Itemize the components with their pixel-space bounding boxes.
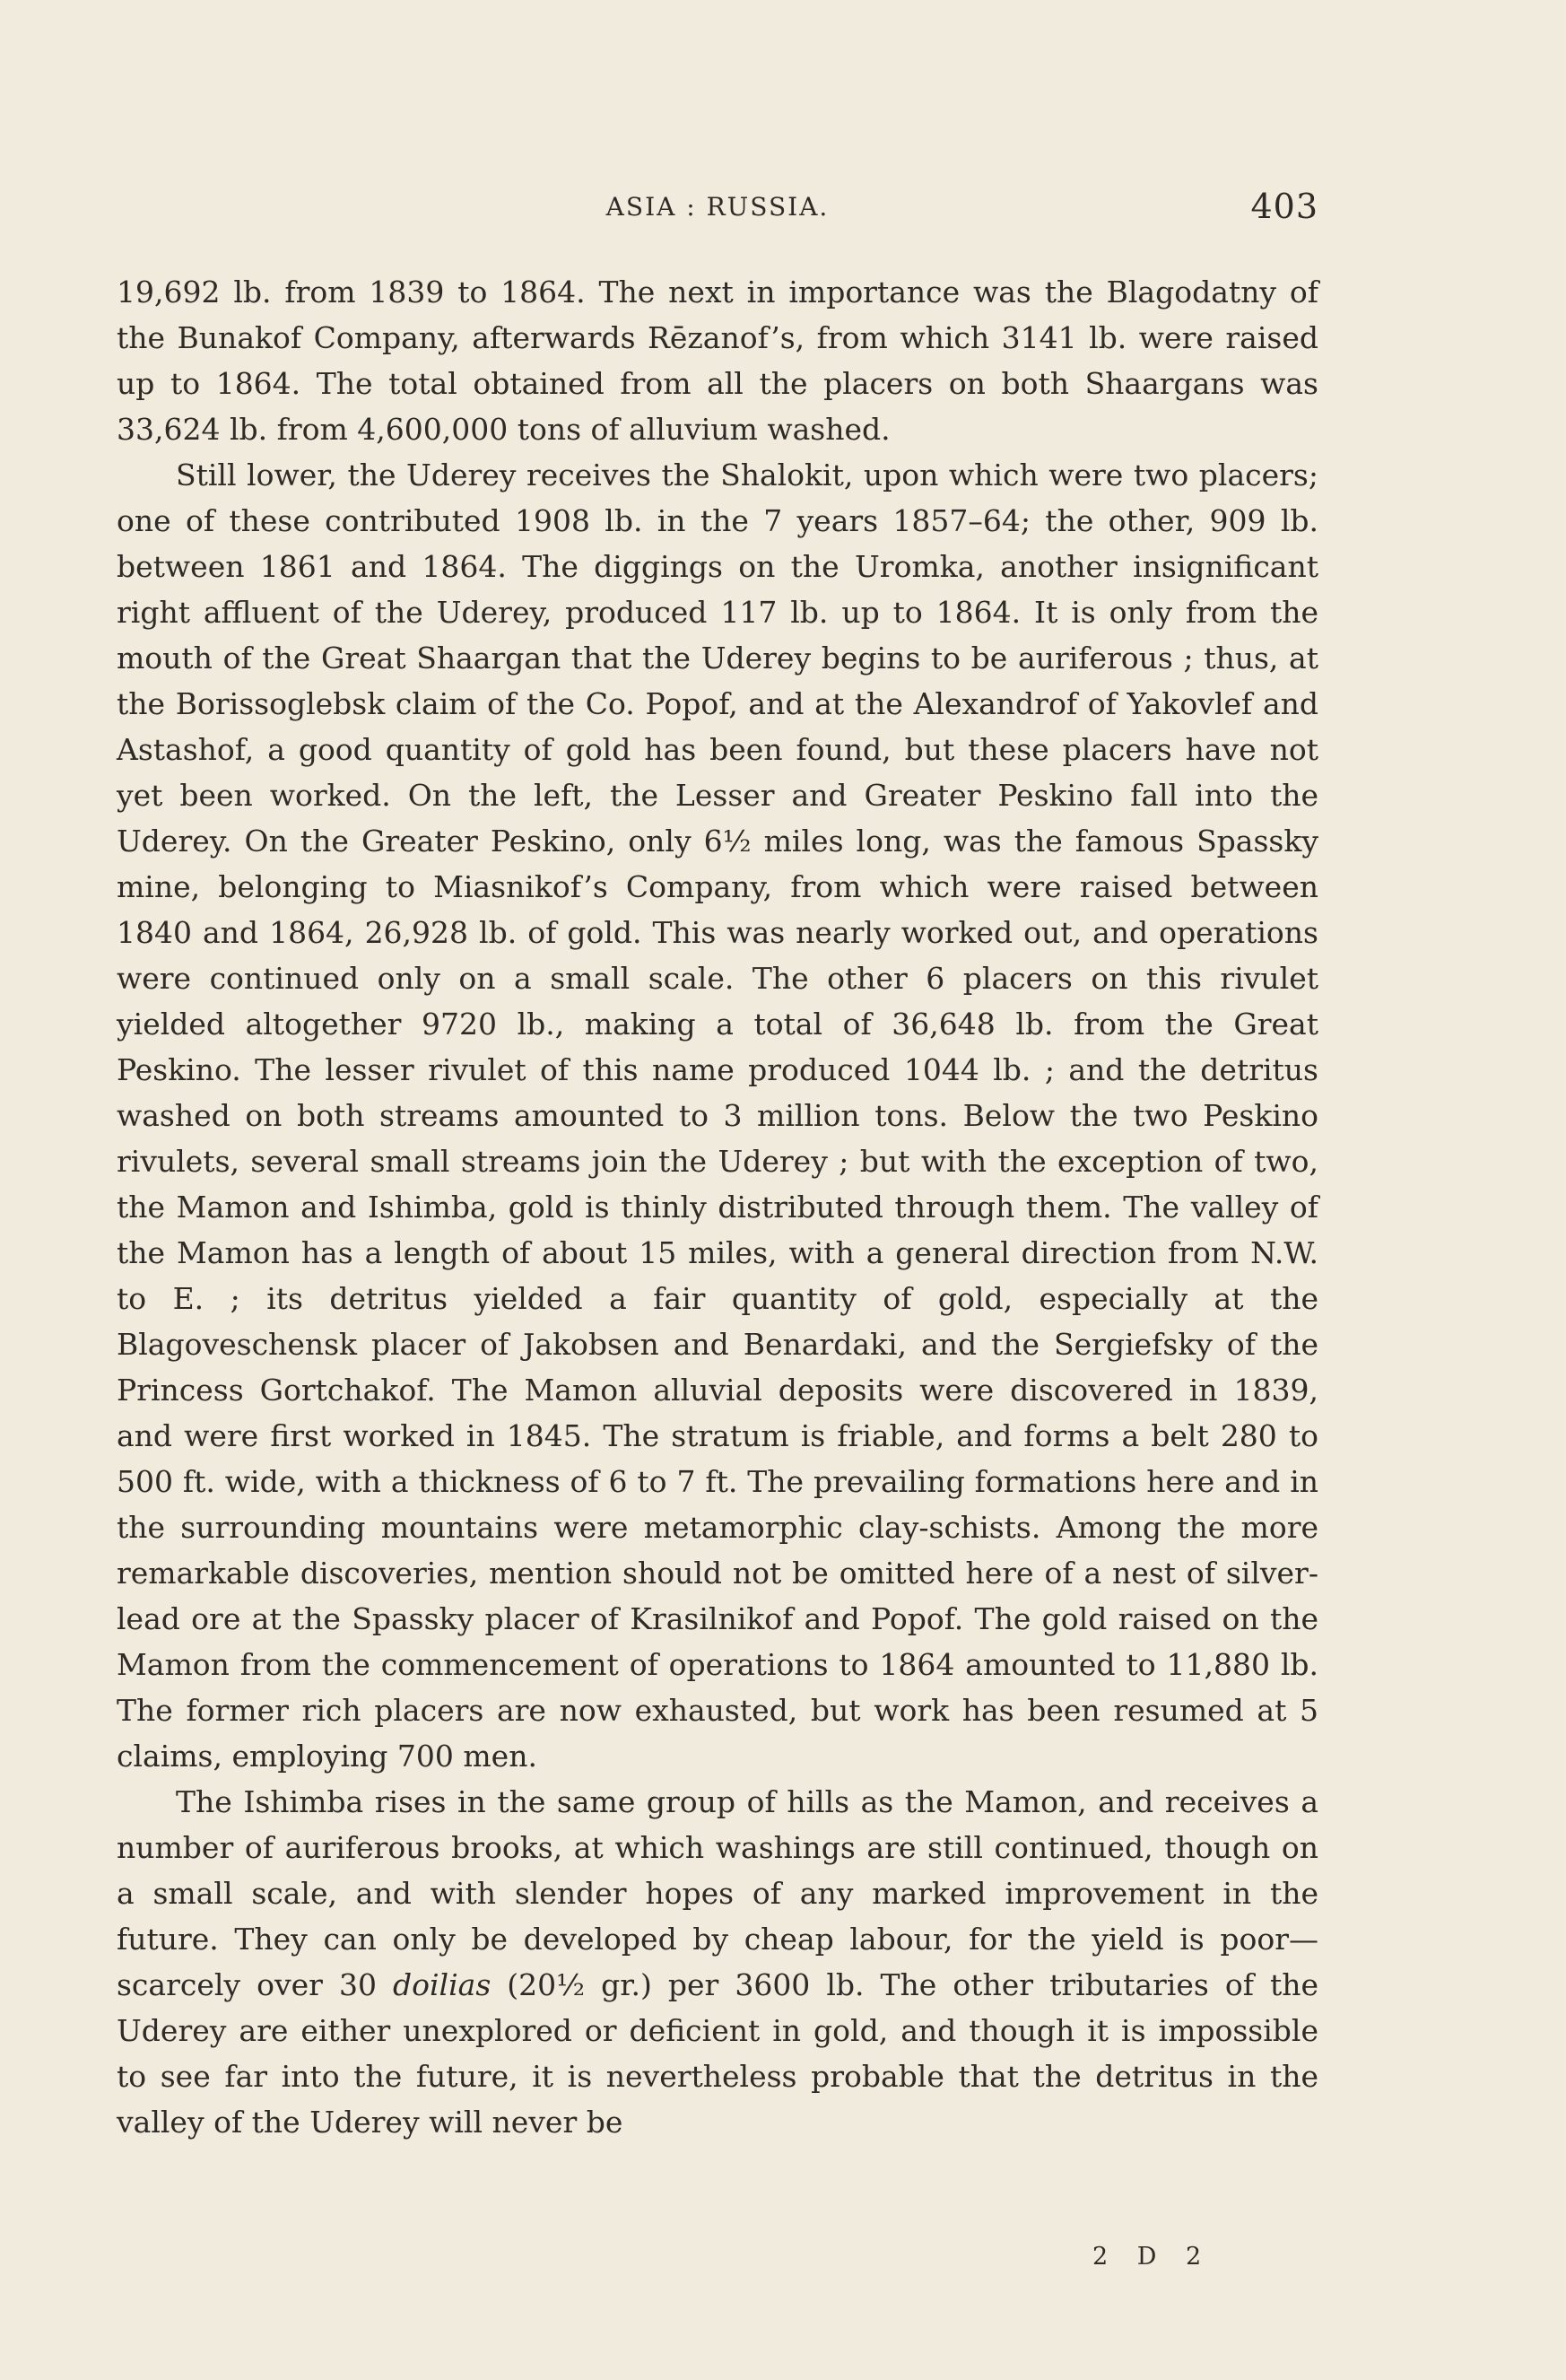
paragraph-1: 19,692 lb. from 1839 to 1864. The next in importance was the Blagodatny of the Bunakof Company, afterwards Rēzanof’s, from which 3141 lb. were raised up to 1864. The total obtained from all the placers on both Shaargans was 33,624 lb. from 4,600,000 tons of alluvium washed. <box>117 275 1318 447</box>
body-text <box>117 269 1318 2145</box>
paragraph-3-text-b: (20½ gr.) per 3600 lb. The other tributaries of the Uderey are either unexplored or deficient in gold, and though it is impossible to see far into the future, it is nevertheless probable that the detritus in the valley of the Uderey will never be <box>117 1967 1318 2140</box>
paragraph-3 <box>117 1779 1318 2145</box>
running-title: ASIA : RUSSIA. <box>605 192 830 222</box>
paragraph-3-italic-term: doilias <box>393 1967 492 2002</box>
signature-mark: 2 D 2 <box>1092 2243 1213 2271</box>
page-number: 403 <box>1250 187 1318 226</box>
paragraph-2: Still lower, the Uderey receives the Shalokit, upon which were two placers; one of these contributed 1908 lb. in the 7 years 1857–64; the other, 909 lb. between 1861 and 1864. The diggings on the Uromka, another insignificant right affluent of the Uderey, produced 117 lb. up to 1864. It is only from the mouth of the Great Shaargan that the Uderey begins to be auriferous ; thus, at the Borissoglebsk claim of the Co. Popof, and at the Alexandrof of Yakovlef and Astashof, a good quantity of gold has been found, but these placers have not yet been worked. On the left, the Lesser and Greater Peskino fall into the Uderey. On the Greater Peskino, only 6½ miles long, was the famous Spassky mine, belonging to Miasnikof’s Company, from which were raised between 1840 and 1864, 26,928 lb. of gold. This was nearly worked out, and operations were continued only on a small scale. The other 6 placers on this rivulet yielded altogether 9720 lb., making a total of 36,648 lb. from the Great Peskino. The lesser rivulet of this name produced 1044 lb. ; and the detritus washed on both streams amounted to 3 million tons. Below the two Peskino rivulets, several small streams join the Uderey ; but with the exception of two, the Mamon and Ishimba, gold is thinly distributed through them. The valley of the Mamon has a length of about 15 miles, with a general direction from N.W. to E. ; its detritus yielded a fair quantity of gold, especially at the Blagoveschensk placer of Jakobsen and Benardaki, and the Sergiefsky of the Princess Gortchakof. The Mamon alluvial deposits were discovered in 1839, and were first worked in 1845. The stratum is friable, and forms a belt 280 to 500 ft. wide, with a thickness of 6 to 7 ft. The prevailing formations here and in the surrounding mountains were metamorphic clay-schists. Among the more remarkable discoveries, mention should not be omitted here of a nest of silver-lead ore at the Spassky placer of Krasilnikof and Popof. The gold raised on the Mamon from the commencement of operations to 1864 amounted to 11,880 lb. The former rich placers are now exhausted, but work has been resumed at 5 claims, employing 700 men. <box>117 458 1318 1774</box>
paragraph-3-text-a: The Ishimba rises in the same group of hills as the Mamon, and receives a number of auriferous brooks, at which washings are still continued, though on a small scale, and with slender hopes of any marked improvement in the future. They can only be developed by cheap labour, for the yield is poor—scarcely over 30 <box>117 1784 1318 2002</box>
running-head <box>117 187 1318 231</box>
